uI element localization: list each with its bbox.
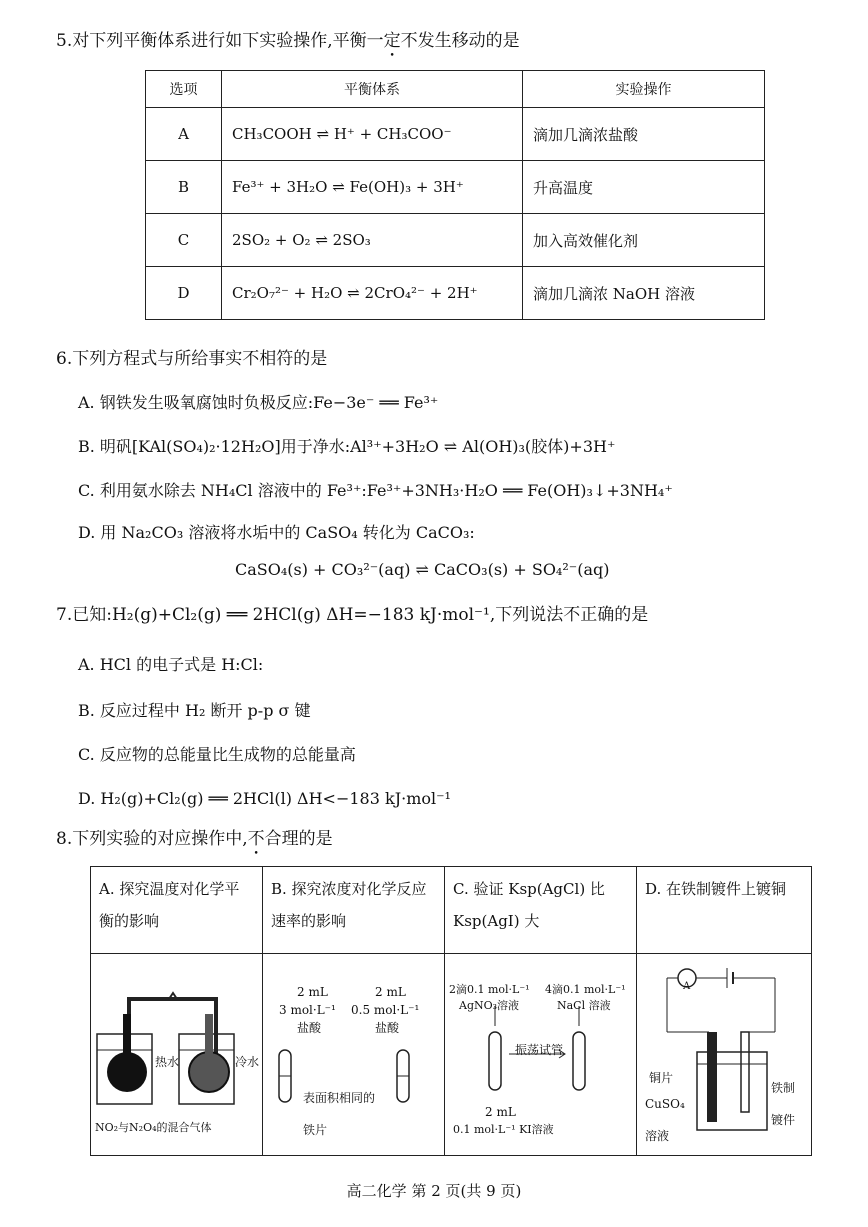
q6-option-b: B. 明矾[KAl(SO₄)₂·12H₂O]用于净水:Al³⁺+3H₂O ⇌ Al(OH)₃(胶体)+3H⁺ xyxy=(78,437,616,456)
c-right-reagent-label: NaCl 溶液 xyxy=(557,999,611,1012)
right-concentration-label: 0.5 mol·L⁻¹ xyxy=(351,1003,420,1017)
q6-option-d: D. 用 Na₂CO₃ 溶液将水垢中的 CaSO₄ 转化为 CaCO₃: xyxy=(78,523,475,542)
table-row xyxy=(146,161,765,214)
c-right-conc-label: 4滴0.1 mol·L⁻¹ xyxy=(545,983,626,996)
q7-option-a: A. HCl 的电子式是 H:Cl: xyxy=(78,655,264,674)
row-system: 2SO₂ + O₂ ⇌ 2SO₃ xyxy=(222,214,523,267)
q8-option-b-title: B. 探究浓度对化学反应速率的影响 xyxy=(263,867,445,954)
row-system: Cr₂O₇²⁻ + H₂O ⇌ 2CrO₄²⁻ + 2H⁺ xyxy=(222,267,523,320)
header-operation: 实验操作 xyxy=(523,71,765,108)
copper-plate-label: 铜片 xyxy=(649,1071,674,1085)
q8-c-apparatus xyxy=(445,954,637,1156)
q8-option-d-title: D. 在铁制镀件上镀铜 xyxy=(637,867,812,954)
q6-option-d-equation: CaSO₄(s) + CO₃²⁻(aq) ⇌ CaCO₃(s) + SO₄²⁻(aq) xyxy=(235,560,610,579)
header-system: 平衡体系 xyxy=(222,71,523,108)
gas-mixture-label: NO₂与N₂O₄的混合气体 xyxy=(95,1121,212,1134)
q8-picture-row xyxy=(91,954,812,1156)
c-volume-label: 2 mL xyxy=(485,1105,516,1119)
c-ki-label: 0.1 mol·L⁻¹ KI溶液 xyxy=(453,1123,554,1136)
row-system: Fe³⁺ + 3H₂O ⇌ Fe(OH)₃ + 3H⁺ xyxy=(222,161,523,214)
q8-b-apparatus xyxy=(263,954,445,1156)
iron-piece-label: 表面积相同的铁片 xyxy=(303,1091,376,1137)
q8-a-apparatus xyxy=(91,954,263,1156)
emphasis-text: 不 xyxy=(247,829,265,849)
q7-option-b: B. 反应过程中 H₂ 断开 p-p σ 键 xyxy=(78,701,311,720)
q5-stem: 5.对下列平衡体系进行如下实验操作,平衡一定不发生移动的是 xyxy=(56,31,520,51)
shake-tube-label: 振荡试管 xyxy=(515,1043,564,1057)
q8-header-row xyxy=(91,867,812,954)
header-option: 选项 xyxy=(146,71,222,108)
row-option: D xyxy=(146,267,222,320)
row-option: A xyxy=(146,108,222,161)
right-volume-label: 2 mL xyxy=(375,985,406,999)
left-volume-label: 2 mL xyxy=(297,985,328,999)
cold-water-label: 冷水 xyxy=(235,1055,260,1069)
c-left-reagent-label: AgNO₃溶液 xyxy=(459,999,520,1012)
q7-stem: 7.已知:H₂(g)+Cl₂(g) ══ 2HCl(g) ΔH=−183 kJ·mol⁻¹,下列说法不正确的是 xyxy=(56,605,649,625)
emphasis-text: 一定不 xyxy=(366,31,418,51)
q6-option-c: C. 利用氨水除去 NH₄Cl 溶液中的 Fe³⁺:Fe³⁺+3NH₃·H₂O ══ Fe(OH)₃↓+3NH₄⁺ xyxy=(78,481,673,500)
row-option: B xyxy=(146,161,222,214)
q8-stem: 8.下列实验的对应操作中,不合理的是 xyxy=(56,829,333,849)
q5-table xyxy=(145,70,765,320)
q8-option-a-title: A. 探究温度对化学平衡的影响 xyxy=(91,867,263,954)
q7-option-c: C. 反应物的总能量比生成物的总能量高 xyxy=(78,745,356,764)
right-acid-label: 盐酸 xyxy=(375,1021,400,1035)
row-operation: 滴加几滴浓盐酸 xyxy=(523,108,765,161)
q8-option-c-title: C. 验证 Ksp(AgCl) 比 Ksp(AgI) 大 xyxy=(445,867,637,954)
row-operation: 加入高效催化剂 xyxy=(523,214,765,267)
ammeter-label: A xyxy=(683,981,691,992)
table-header-row xyxy=(146,71,765,108)
row-option: C xyxy=(146,214,222,267)
iron-workpiece-label: 铁制镀件 xyxy=(771,1081,796,1127)
q7-option-d: D. H₂(g)+Cl₂(g) ══ 2HCl(l) ΔH<−183 kJ·mol⁻¹ xyxy=(78,789,451,808)
hot-water-label: 热水 xyxy=(155,1055,180,1069)
left-acid-label: 盐酸 xyxy=(297,1021,322,1035)
row-operation: 升高温度 xyxy=(523,161,765,214)
q8-table xyxy=(90,866,812,1156)
table-row xyxy=(146,108,765,161)
q6-stem: 6.下列方程式与所给事实不相符的是 xyxy=(56,349,328,369)
page-footer: 高二化学 第 2 页(共 9 页) xyxy=(346,1182,522,1200)
row-system: CH₃COOH ⇌ H⁺ + CH₃COO⁻ xyxy=(222,108,523,161)
left-concentration-label: 3 mol·L⁻¹ xyxy=(279,1003,336,1017)
table-row xyxy=(146,214,765,267)
c-left-conc-label: 2滴0.1 mol·L⁻¹ xyxy=(449,983,530,996)
cuso4-solution-label: CuSO₄溶液 xyxy=(645,1097,685,1143)
row-operation: 滴加几滴浓 NaOH 溶液 xyxy=(523,267,765,320)
table-row xyxy=(146,267,765,320)
q8-d-apparatus xyxy=(637,954,812,1156)
q6-option-a: A. 钢铁发生吸氧腐蚀时负极反应:Fe−3e⁻ ══ Fe³⁺ xyxy=(78,393,439,412)
